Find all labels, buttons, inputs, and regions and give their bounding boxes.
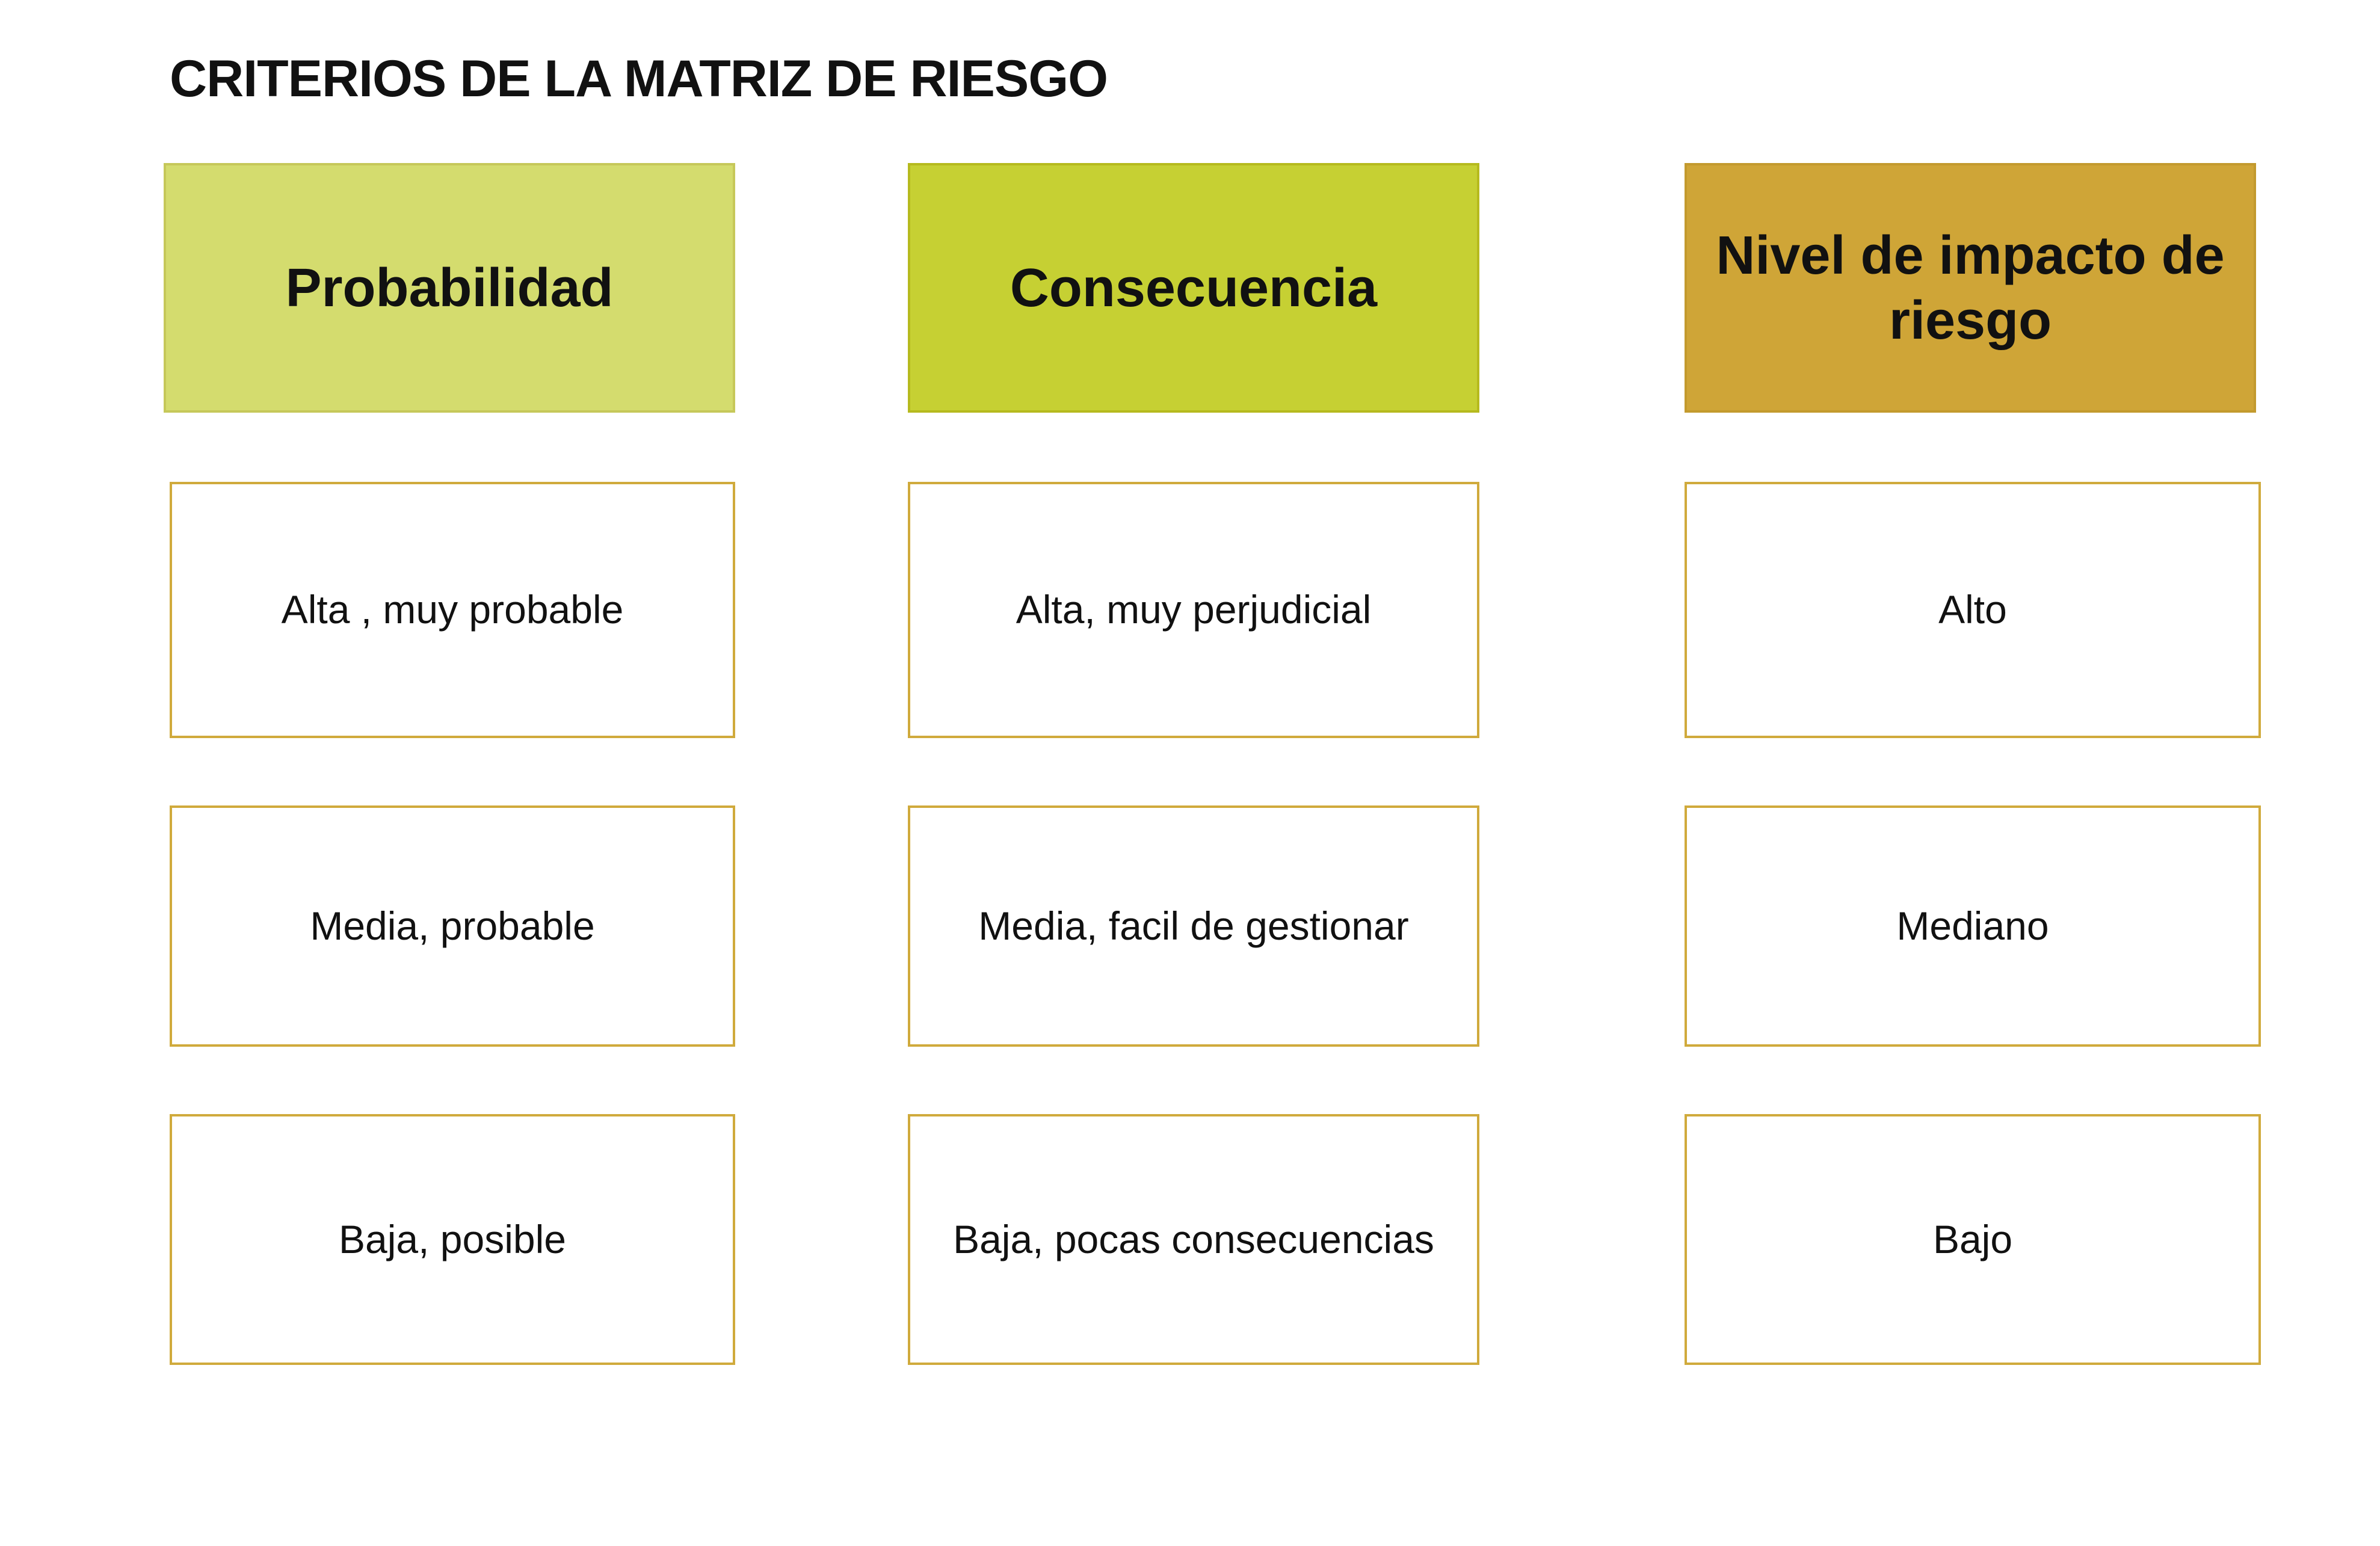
cell-label: Alta, muy perjudicial bbox=[1016, 587, 1372, 632]
page-title: CRITERIOS DE LA MATRIZ DE RIESGO bbox=[170, 50, 1108, 108]
cell-label: Mediano bbox=[1896, 903, 2049, 948]
probabilidad-cell-media bbox=[170, 805, 735, 1047]
impacto-cell-mediano bbox=[1685, 805, 2261, 1047]
cell-label: Baja, posible bbox=[339, 1216, 566, 1261]
impacto-cell-alto bbox=[1685, 482, 2261, 738]
header-consecuencia-label: Consecuencia bbox=[1010, 257, 1378, 318]
cell-label: Media, probable bbox=[310, 903, 595, 948]
impacto-cell-bajo bbox=[1685, 1114, 2261, 1365]
cell-label: Baja, pocas consecuencias bbox=[953, 1216, 1434, 1261]
header-probabilidad bbox=[164, 163, 735, 413]
cell-label: Bajo bbox=[1932, 1216, 2013, 1261]
header-probabilidad-label: Probabilidad bbox=[285, 257, 614, 318]
consecuencia-cell-alta bbox=[908, 482, 1479, 738]
consecuencia-cell-baja bbox=[908, 1114, 1479, 1365]
probabilidad-cell-alta bbox=[170, 482, 735, 738]
consecuencia-cell-media bbox=[908, 805, 1479, 1047]
cell-label: Media, facil de gestionar bbox=[978, 903, 1409, 948]
header-nivel-impacto-label: Nivel de impacto de riesgo bbox=[1716, 225, 2225, 351]
cell-label: Alta , muy probable bbox=[281, 587, 624, 632]
probabilidad-cell-baja bbox=[170, 1114, 735, 1365]
header-consecuencia bbox=[908, 163, 1479, 413]
cell-label: Alto bbox=[1938, 587, 2007, 632]
header-nivel-impacto bbox=[1685, 163, 2256, 413]
